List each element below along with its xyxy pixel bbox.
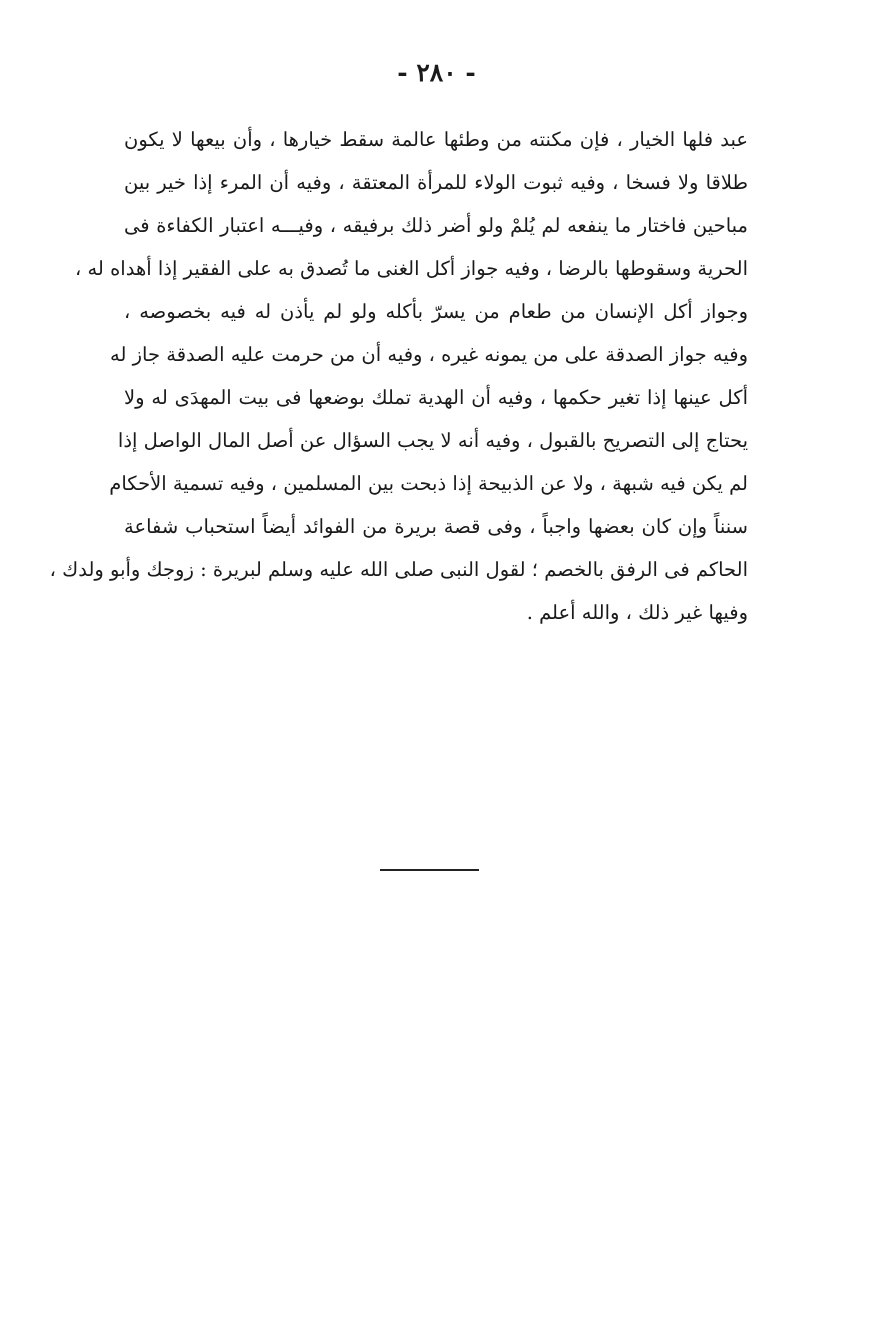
text-line: سنناً وإن كان بعضها واجباً ، وفى قصة بريرة من الفوائد أيضاً استحباب شفاعة bbox=[124, 515, 748, 538]
text-line: وجواز أكل الإنسان من طعام من يسرّ بأكله ولو لم يأذن له فيه بخصوصه ، bbox=[124, 300, 748, 323]
body-text bbox=[49, 118, 748, 634]
page-number: - ٢٨٠ - bbox=[397, 58, 476, 87]
text-line: الحرية وسقوطها بالرضا ، وفيه جواز أكل الغنى ما تُصدق به على الفقير إذا أهداه له ، bbox=[74, 257, 748, 280]
text-line: طلاقا ولا فسخا ، وفيه ثبوت الولاء للمرأة المعتقة ، وفيه أن المرء إذا خير بين bbox=[124, 171, 748, 194]
text-line: عبد فلها الخيار ، فإن مكنته من وطئها عالمة سقط خيارها ، وأن بيعها لا يكون bbox=[124, 128, 748, 151]
text-line: وفيه جواز الصدقة على من يمونه غيره ، وفيه أن من حرمت عليه الصدقة جاز له bbox=[110, 343, 748, 366]
text-line: مباحين فاختار ما ينفعه لم يُلمْ ولو أضر ذلك برفيقه ، وفيـــه اعتبار الكفاءة فى bbox=[124, 214, 748, 237]
text-line: يحتاج إلى التصريح بالقبول ، وفيه أنه لا يجب السؤال عن أصل المال الواصل إذا bbox=[117, 429, 748, 452]
text-line: الحاكم فى الرفق بالخصم ؛ لقول النبى صلى الله عليه وسلم لبريرة : زوجك وأبو ولدك ، bbox=[49, 558, 748, 581]
text-line: لم يكن فيه شبهة ، ولا عن الذبيحة إذا ذبحت بين المسلمين ، وفيه تسمية الأحكام bbox=[109, 472, 748, 495]
text-line: أكل عينها إذا تغير حكمها ، وفيه أن الهدية تملك بوضعها فى بيت المهدَى له ولا bbox=[124, 386, 748, 409]
text-line-last: وفيها غير ذلك ، والله أعلم . bbox=[526, 601, 748, 624]
section-end-rule bbox=[380, 869, 479, 871]
